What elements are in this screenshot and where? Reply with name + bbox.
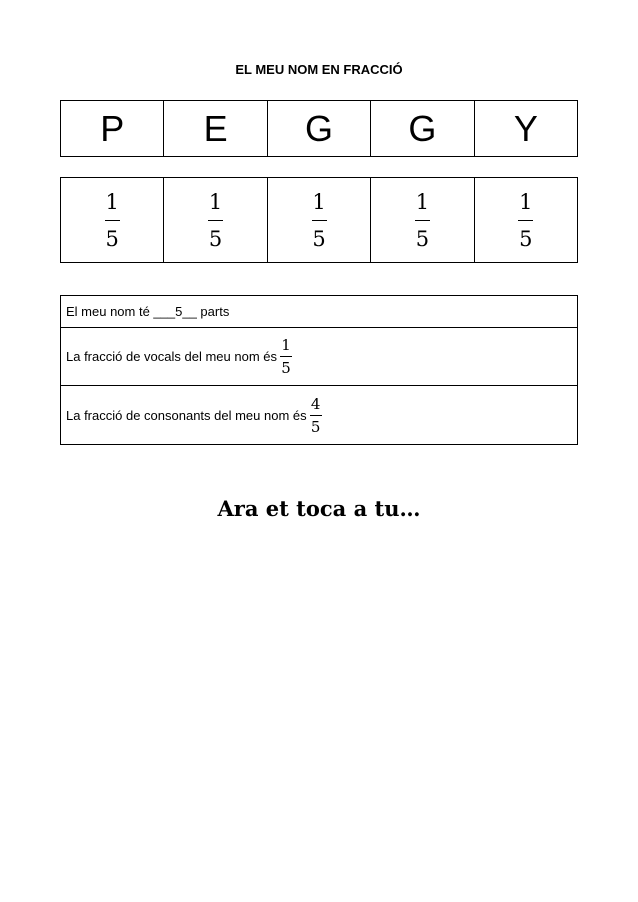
consonants-label: La fracció de consonants del meu nom és	[66, 407, 307, 423]
parts-row	[61, 296, 577, 328]
letter-cell: G	[371, 101, 474, 156]
fraction-cell	[371, 178, 474, 262]
fraction-denominator: 5	[415, 226, 430, 251]
fraction-denominator: 5	[519, 226, 533, 251]
fraction-numerator: 1	[415, 189, 430, 214]
fraction-cell	[164, 178, 267, 262]
fraction	[105, 189, 120, 252]
fraction-numerator: 1	[519, 189, 533, 214]
name-info-table	[60, 295, 578, 445]
fraction	[518, 189, 533, 252]
fraction-bar	[280, 356, 292, 357]
fraction-denominator: 5	[281, 359, 291, 377]
name-letters-table	[60, 100, 578, 157]
fraction-cell	[475, 178, 577, 262]
fraction-numerator: 4	[310, 394, 321, 413]
fraction	[312, 189, 327, 252]
consonants-fraction	[310, 395, 322, 436]
fractions-table	[60, 177, 578, 263]
fraction	[208, 189, 223, 252]
fraction-bar	[518, 220, 533, 221]
fraction-numerator: 1	[281, 336, 291, 354]
fraction-cell	[61, 178, 164, 262]
letter-cell: E	[164, 101, 267, 156]
fraction	[415, 189, 430, 252]
letter-cell: P	[61, 101, 164, 156]
vowels-label: La fracció de vocals del meu nom és	[66, 349, 277, 364]
fraction-bar	[105, 220, 120, 221]
letter-cell: Y	[513, 107, 538, 149]
worksheet-title: EL MEU NOM EN FRACCIÓ	[235, 62, 403, 77]
fraction-denominator: 5	[310, 417, 321, 436]
fraction-bar	[310, 415, 322, 416]
fraction-bar	[208, 220, 223, 221]
parts-text: El meu nom té ___5__ parts	[66, 304, 230, 319]
fraction-bar	[312, 220, 327, 221]
fraction-numerator: 1	[105, 189, 119, 214]
vowels-fraction	[280, 336, 292, 377]
letter-cell: G	[268, 101, 371, 156]
vowels-row	[61, 328, 577, 386]
fraction-denominator: 5	[312, 226, 326, 251]
consonants-row	[61, 386, 577, 444]
fraction-numerator: 1	[208, 189, 223, 214]
fraction-cell	[268, 178, 371, 262]
fraction-bar	[415, 220, 430, 221]
footer-prompt: Ara et toca a tu…	[217, 496, 421, 521]
fraction-numerator: 1	[312, 189, 326, 214]
fraction-denominator: 5	[105, 226, 119, 251]
fraction-denominator: 5	[208, 226, 223, 251]
